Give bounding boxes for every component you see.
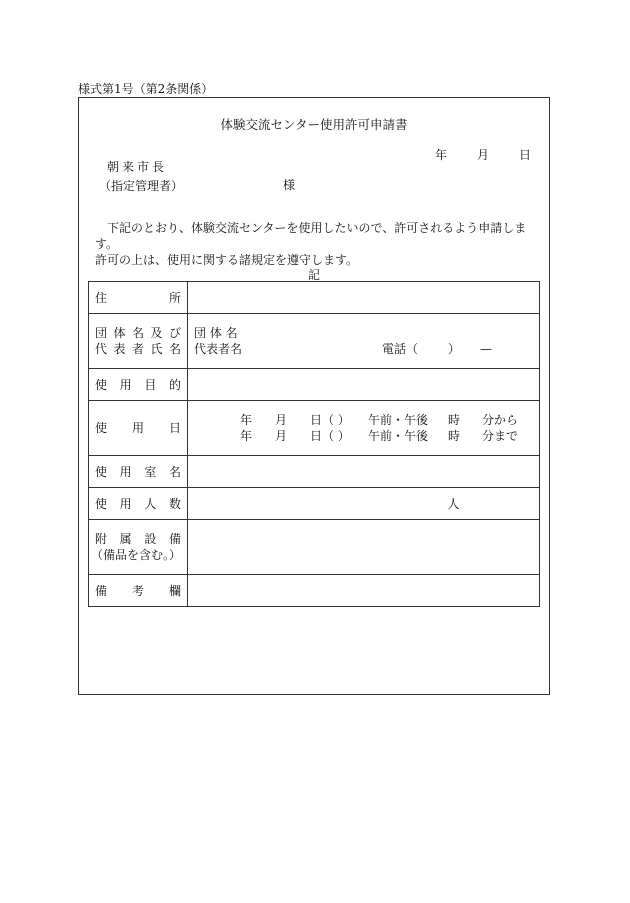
field-address[interactable] xyxy=(188,282,540,314)
row-room xyxy=(89,456,540,488)
addressee xyxy=(99,158,184,194)
use-date-to: 年 月 日（ ） 午前・午後 時 分まで xyxy=(240,429,519,443)
phone-field[interactable]: 電話（ ） — xyxy=(382,342,493,356)
form-title: 体験交流センター使用許可申請書 xyxy=(220,117,408,132)
row-address xyxy=(89,282,540,314)
field-purpose[interactable] xyxy=(188,369,540,401)
field-equipment[interactable] xyxy=(188,520,540,575)
label-room: 使 用 室 名 xyxy=(89,456,188,488)
representative-line xyxy=(194,341,533,357)
label-use-date: 使 用 日 xyxy=(89,401,188,456)
statement-line-2: 許可の上は、使用に関する諸規定を遵守します。 xyxy=(95,253,359,267)
label-count: 使 用 人 数 xyxy=(89,488,188,520)
group-name-label: 団 体 名 xyxy=(194,326,238,340)
addressee-honorific: 様 xyxy=(283,178,296,192)
label-equipment: 附 属 設 備 （備品を含む。） xyxy=(89,520,188,575)
field-remarks[interactable] xyxy=(188,575,540,607)
application-statement xyxy=(95,220,540,268)
field-room[interactable] xyxy=(188,456,540,488)
label-purpose: 使 用 目 的 xyxy=(89,369,188,401)
form-id: 様式第1号（第2条関係） xyxy=(78,82,214,96)
row-remarks xyxy=(89,575,540,607)
label-address: 住 所 xyxy=(89,282,188,314)
row-equipment xyxy=(89,520,540,575)
addressee-manager: （指定管理者） xyxy=(99,179,184,193)
row-count xyxy=(89,488,540,520)
ki-heading: 記 xyxy=(307,268,320,282)
form-frame xyxy=(78,97,550,695)
field-use-date[interactable] xyxy=(188,401,540,456)
addressee-mayor: 朝来市長 xyxy=(107,160,168,174)
row-group xyxy=(89,314,540,369)
use-date-from: 年 月 日（ ） 午前・午後 時 分から xyxy=(240,413,519,427)
application-table xyxy=(88,281,540,607)
date-line xyxy=(435,146,531,163)
field-count[interactable] xyxy=(188,488,540,520)
representative-label: 代表者名 xyxy=(194,342,243,356)
label-remarks: 備 考 欄 xyxy=(89,575,188,607)
persons-unit: 人 xyxy=(447,497,460,511)
row-purpose xyxy=(89,369,540,401)
day-label: 日 xyxy=(518,148,531,162)
year-label: 年 xyxy=(434,148,447,162)
month-label: 月 xyxy=(476,148,489,162)
field-group[interactable] xyxy=(188,314,540,369)
label-group: 団 体 名 及 び 代 表 者 氏 名 xyxy=(89,314,188,369)
row-use-date xyxy=(89,401,540,456)
statement-line-1: 下記のとおり、体験交流センターを使用したいので、許可されるよう申請します。 xyxy=(95,221,527,251)
